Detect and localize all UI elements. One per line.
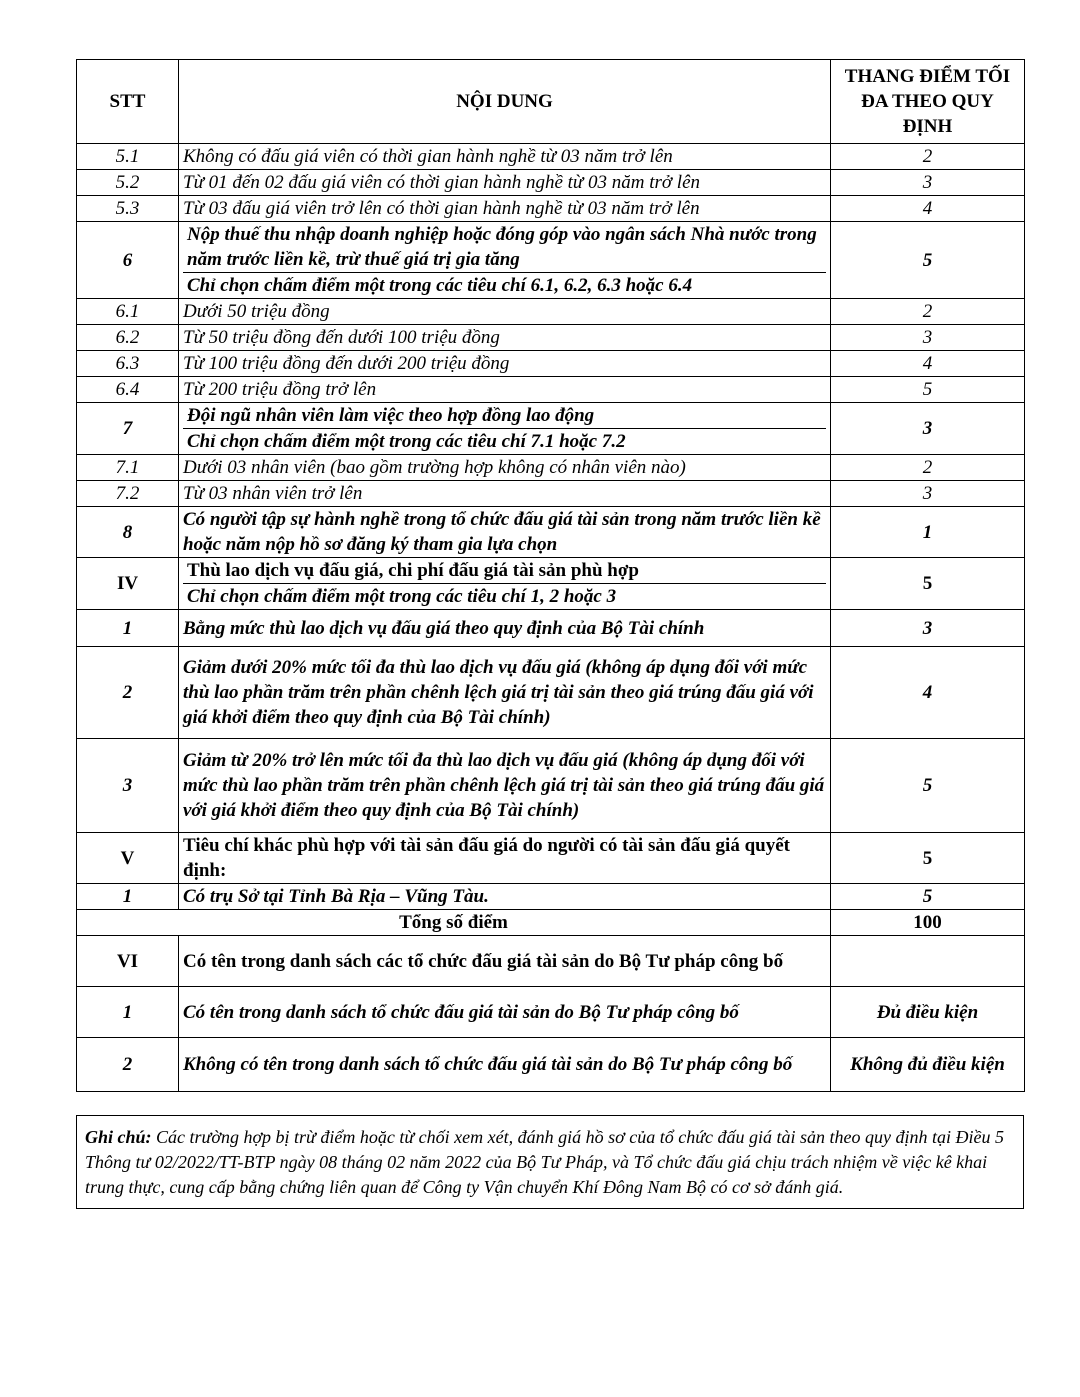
row-stt: 1 (77, 610, 179, 647)
table-header-row (77, 60, 1025, 144)
row-stt: 5.3 (77, 196, 179, 222)
row-stt: 6.4 (77, 377, 179, 403)
row-selection-note: Chỉ chọn chấm điểm một trong các tiêu chí 1, 2 hoặc 3 (187, 586, 617, 607)
table-row (77, 455, 1025, 481)
row-score: 5 (831, 222, 1025, 299)
row-stt: VI (77, 936, 179, 987)
row-content: Từ 200 triệu đồng trở lên (179, 377, 831, 403)
scoring-table (76, 59, 1025, 1092)
row-score: 3 (831, 481, 1025, 507)
row-score: 1 (831, 507, 1025, 558)
row-stt: 1 (77, 987, 179, 1038)
row-content: Không có đấu giá viên có thời gian hành nghề từ 03 năm trở lên (179, 144, 831, 170)
row-content: Có tên trong danh sách các tổ chức đấu giá tài sản do Bộ Tư pháp công bố (179, 936, 831, 987)
row-content: Có người tập sự hành nghề trong tổ chức đấu giá tài sản trong năm trước liền kề hoặc năm nộp hồ sơ đăng ký tham gia lựa chọn (179, 507, 831, 558)
header-stt: STT (77, 60, 179, 144)
table-row (77, 170, 1025, 196)
row-content: Không có tên trong danh sách tổ chức đấu giá tài sản do Bộ Tư pháp công bố (179, 1038, 831, 1092)
footnote-box (76, 1115, 1024, 1209)
row-stt: 5.1 (77, 144, 179, 170)
table-row (77, 325, 1025, 351)
table-row (77, 403, 1025, 455)
row-content: Có trụ Sở tại Tỉnh Bà Rịa – Vũng Tàu. (179, 884, 831, 910)
row-score: 2 (831, 144, 1025, 170)
row-score: 5 (831, 884, 1025, 910)
table-row (77, 647, 1025, 739)
row-score: 4 (831, 351, 1025, 377)
row-stt: 7 (77, 403, 179, 455)
row-score: 4 (831, 196, 1025, 222)
row-content: Từ 03 nhân viên trở lên (179, 481, 831, 507)
row-content: Đội ngũ nhân viên làm việc theo hợp đồng lao động (183, 403, 826, 429)
row-content: Bằng mức thù lao dịch vụ đấu giá theo quy định của Bộ Tài chính (179, 610, 831, 647)
footnote-label: Ghi chú: (85, 1127, 152, 1147)
row-content: Có tên trong danh sách tổ chức đấu giá tài sản do Bộ Tư pháp công bố (179, 987, 831, 1038)
row-stt: 7.1 (77, 455, 179, 481)
row-score: 5 (831, 558, 1025, 610)
row-stt: 6 (77, 222, 179, 299)
row-score: 3 (831, 403, 1025, 455)
table-row (77, 351, 1025, 377)
row-stt: 5.2 (77, 170, 179, 196)
table-row (77, 739, 1025, 833)
table-row (77, 377, 1025, 403)
row-score: 3 (831, 325, 1025, 351)
table-row (77, 833, 1025, 884)
row-content: Giảm dưới 20% mức tối đa thù lao dịch vụ đấu giá (không áp dụng đối với mức thù lao phần trăm trên phần chênh lệch giá trị tài sản theo giá trúng đấu giá với giá khởi điểm theo quy định của Bộ Tài chính) (179, 647, 831, 739)
row-selection-note: Chỉ chọn chấm điểm một trong các tiêu chí 6.1, 6.2, 6.3 hoặc 6.4 (187, 275, 693, 296)
row-content-group (179, 222, 831, 299)
row-content: Thù lao dịch vụ đấu giá, chi phí đấu giá tài sản phù hợp (183, 558, 826, 584)
table-row (77, 1038, 1025, 1092)
row-score: Đủ điều kiện (831, 987, 1025, 1038)
table-row (77, 299, 1025, 325)
row-score: 5 (831, 739, 1025, 833)
row-stt: 6.2 (77, 325, 179, 351)
row-content: Từ 01 đến 02 đấu giá viên có thời gian hành nghề từ 03 năm trở lên (179, 170, 831, 196)
row-score (831, 936, 1025, 987)
row-score: Không đủ điều kiện (831, 1038, 1025, 1092)
table-row (77, 481, 1025, 507)
row-stt: 2 (77, 1038, 179, 1092)
table-row (77, 936, 1025, 987)
row-stt: V (77, 833, 179, 884)
total-score: 100 (831, 910, 1025, 936)
row-content: Dưới 50 triệu đồng (179, 299, 831, 325)
row-stt: 6.3 (77, 351, 179, 377)
header-max-score: THANG ĐIỂM TỐI ĐA THEO QUY ĐỊNH (831, 60, 1025, 144)
row-score: 5 (831, 833, 1025, 884)
row-score: 2 (831, 299, 1025, 325)
table-row (77, 144, 1025, 170)
row-content: Từ 03 đấu giá viên trở lên có thời gian hành nghề từ 03 năm trở lên (179, 196, 831, 222)
row-score: 2 (831, 455, 1025, 481)
row-stt: 7.2 (77, 481, 179, 507)
total-row (77, 910, 1025, 936)
table-row (77, 987, 1025, 1038)
footnote-text: Các trường hợp bị trừ điểm hoặc từ chối xem xét, đánh giá hồ sơ của tổ chức đấu giá tài sản theo quy định tại Điều 5 Thông tư 02/2022/TT-BTP ngày 08 tháng 02 năm 2022 của Bộ Tư Pháp, và Tổ chức đấu giá chịu trách nhiệm về việc kê khai trung thực, cung cấp bằng chứng liên quan để Công ty Vận chuyển Khí Đông Nam Bộ có cơ sở đánh giá. (85, 1127, 1004, 1197)
table-row (77, 610, 1025, 647)
row-score: 3 (831, 610, 1025, 647)
row-selection-note: Chỉ chọn chấm điểm một trong các tiêu chí 7.1 hoặc 7.2 (187, 431, 626, 452)
row-stt: 3 (77, 739, 179, 833)
row-stt: 2 (77, 647, 179, 739)
row-stt: 1 (77, 884, 179, 910)
total-label: Tổng số điểm (77, 910, 831, 936)
table-row (77, 196, 1025, 222)
row-content: Tiêu chí khác phù hợp với tài sản đấu giá do người có tài sản đấu giá quyết định: (179, 833, 831, 884)
table-row (77, 222, 1025, 299)
row-content: Từ 100 triệu đồng đến dưới 200 triệu đồng (179, 351, 831, 377)
row-stt: IV (77, 558, 179, 610)
table-row (77, 558, 1025, 610)
row-stt: 8 (77, 507, 179, 558)
table-row (77, 507, 1025, 558)
row-content-group (179, 558, 831, 610)
row-score: 5 (831, 377, 1025, 403)
row-score: 4 (831, 647, 1025, 739)
row-content: Từ 50 triệu đồng đến dưới 100 triệu đồng (179, 325, 831, 351)
row-score: 3 (831, 170, 1025, 196)
row-content: Dưới 03 nhân viên (bao gồm trường hợp không có nhân viên nào) (179, 455, 831, 481)
row-stt: 6.1 (77, 299, 179, 325)
row-content-group (179, 403, 831, 455)
row-content: Giảm từ 20% trở lên mức tối đa thù lao dịch vụ đấu giá (không áp dụng đối với mức thù lao phần trăm trên phần chênh lệch giá trị tài sản theo giá trúng đấu giá với giá khởi điểm theo quy định của Bộ Tài chính) (179, 739, 831, 833)
table-row (77, 884, 1025, 910)
header-content: NỘI DUNG (179, 60, 831, 144)
row-content: Nộp thuế thu nhập doanh nghiệp hoặc đóng góp vào ngân sách Nhà nước trong năm trước liền kề, trừ thuế giá trị gia tăng (183, 222, 826, 273)
